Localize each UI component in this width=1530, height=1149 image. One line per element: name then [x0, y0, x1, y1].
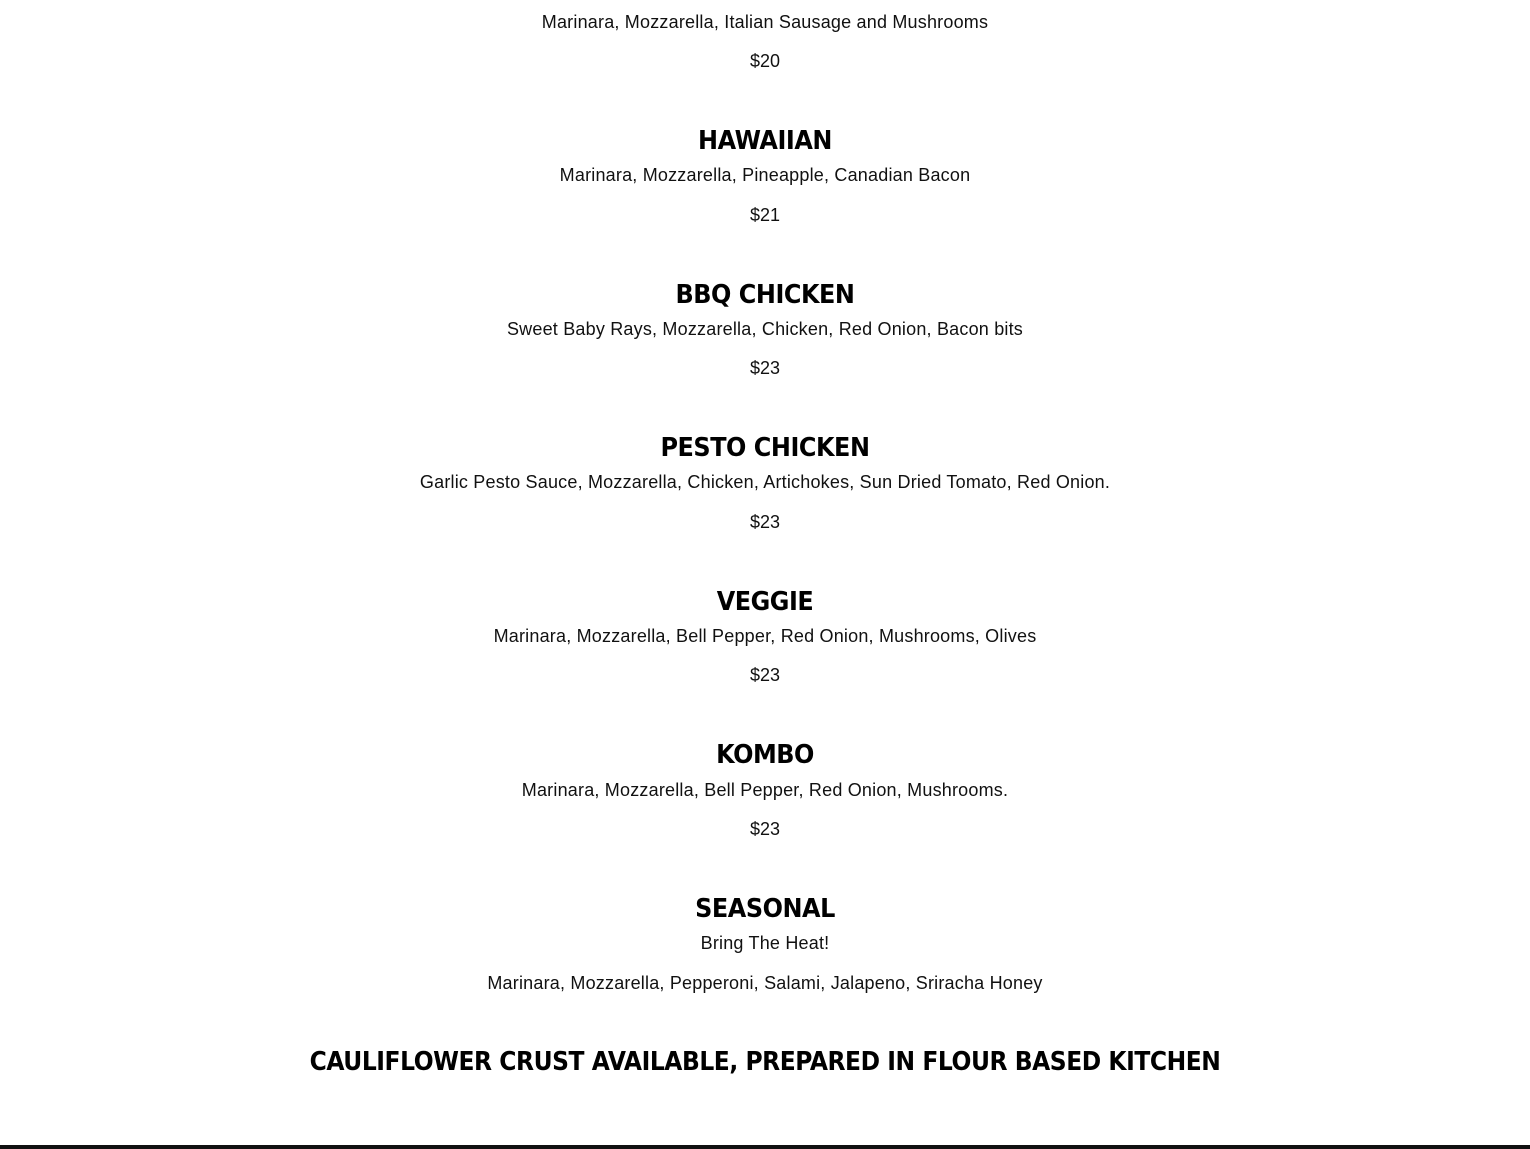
menu-item-veggie-title: VEGGIE: [716, 587, 814, 617]
menu-item-pesto-chicken-price: $23: [749, 512, 781, 532]
menu-item-pesto-chicken-description: Garlic Pesto Sauce, Mozzarella, Chicken, Artichokes, Sun Dried Tomato, Red Onion.: [419, 472, 1111, 492]
menu-item-seasonal-title: SEASONAL: [695, 894, 835, 924]
menu-item-veggie-price: $23: [749, 665, 781, 685]
menu-item-bbq-chicken-price: $23: [749, 358, 781, 378]
top-item-description: Marinara, Mozzarella, Italian Sausage and Mushrooms: [541, 12, 989, 32]
menu-item-hawaiian-description: Marinara, Mozzarella, Pineapple, Canadian Bacon: [559, 165, 971, 185]
menu-item-kombo-description: Marinara, Mozzarella, Bell Pepper, Red Onion, Mushrooms.: [521, 780, 1009, 800]
menu-item-kombo-title: KOMBO: [716, 740, 814, 770]
menu-item-bbq-chicken-title: BBQ CHICKEN: [675, 280, 855, 310]
cauliflower-crust-note: CAULIFLOWER CRUST AVAILABLE, PREPARED IN FLOUR BASED KITCHEN: [309, 1047, 1221, 1077]
menu-item-bbq-chicken-description: Sweet Baby Rays, Mozzarella, Chicken, Red Onion, Bacon bits: [506, 319, 1024, 339]
menu-item-seasonal-description: Marinara, Mozzarella, Pepperoni, Salami, Jalapeno, Sriracha Honey: [487, 973, 1043, 993]
menu-item-hawaiian-price: $21: [749, 205, 781, 225]
menu-item-veggie-description: Marinara, Mozzarella, Bell Pepper, Red Onion, Mushrooms, Olives: [493, 626, 1037, 646]
top-item-price: $20: [749, 51, 781, 71]
menu-item-pesto-chicken-title: PESTO CHICKEN: [660, 433, 870, 463]
bottom-divider: [0, 1145, 1530, 1149]
menu-item-kombo-price: $23: [749, 819, 781, 839]
menu-item-seasonal-subtitle: Bring The Heat!: [700, 933, 830, 953]
menu-item-hawaiian-title: HAWAIIAN: [698, 126, 832, 156]
